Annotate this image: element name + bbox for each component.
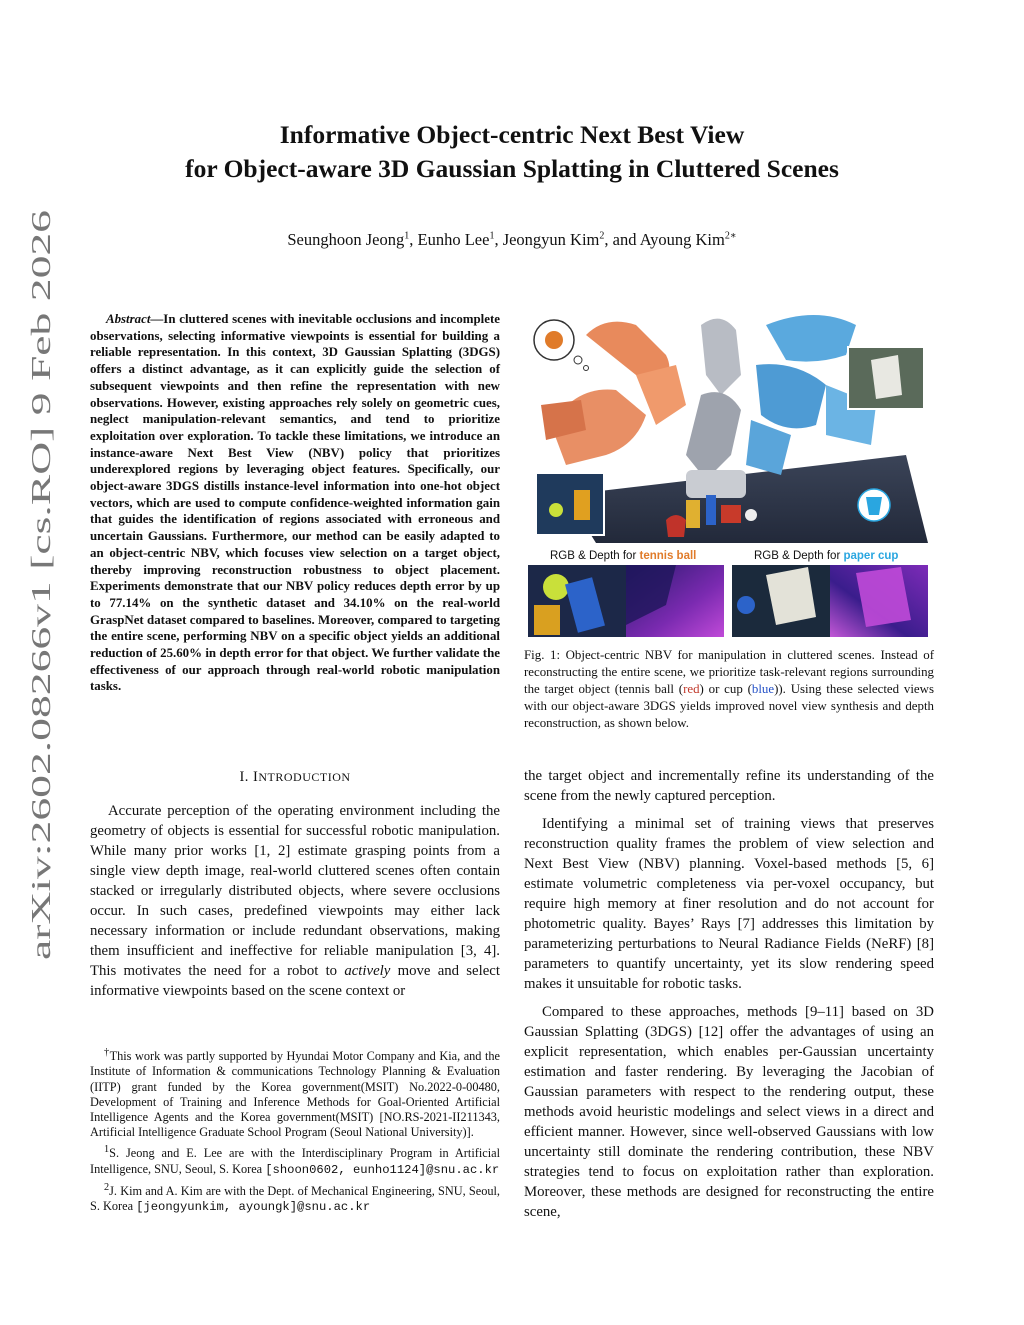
author-name: Eunho Lee (417, 230, 490, 249)
author-name: Seunghoon Jeong (287, 230, 405, 249)
section-number: I. (239, 769, 249, 785)
arxiv-stamp (8, 200, 68, 980)
section-title-first: I (253, 769, 259, 785)
footnotes (90, 1045, 500, 1217)
figure-1 (526, 305, 928, 638)
paragraph: Identifying a minimal set of training views that preserves reconstruction quality frames the problem of view selection and Next Best View (NBV) planning. Voxel-based methods [5, 6] estimate volumetric completeness via per-voxel occupancy, but require high memory at finer resolution and do not account for photometric quality. Bayes’ Rays [7] addresses this limitation by parameterizing perturbations to Neural Radiance Fields (NeRF) [8] parameters to quantify uncertainty, yet its slow rendering speed makes it unsuitable for robotic tasks. (524, 816, 934, 992)
arxiv-stamp-text: arXiv:2602.08266v1 [cs.RO] 9 Feb 2026 (26, 516, 56, 960)
abstract-dash: — (150, 312, 164, 326)
intro-text-end: move and select informative viewpoints based on the scene context or (90, 963, 500, 999)
title-line-1: Informative Object-centric Next Best View (279, 120, 745, 149)
cup-rgb-panel (732, 565, 830, 637)
intro-right-column (524, 766, 934, 1230)
caption-red: red (683, 681, 700, 696)
footnote-email: [jeongyunkim, ayoungk]@snu.ac.kr (136, 1200, 371, 1215)
author-name: Jeongyun Kim (502, 230, 600, 249)
footnote-text: This work was partly supported by Hyundai Motor Company and Kia, and the Institute of Information & communications Technology Planning & Evaluation (IITP) grant funded by the Korea government(MSIT) No.2022-0-00480, Development of Training and Inference Methods for Goal-Oriented Artificial Intelligence Agents and the Korea government(MSIT) [NO.RS-2021-II211343, Artificial Intelligence Graduate School Program (Seoul National University)]. (90, 1049, 500, 1140)
paragraph: Compared to these approaches, methods [9–11] based on 3D Gaussian Splatting (3DGS) [12] offer the advantages of using an explicit representation, which enables per-Gaussian uncertainty estimation and faster rendering. By leveraging the Jacobian of Gaussian parameters with respect to the rendering output, these methods avoid heuristic modelings and select views in a direct and efficient manner. However, since well-observed Gaussians with low uncertainty still dominate the rendering contribution, these NBV strategies tend to focus on exploitation rather than exploration. Moreover, these methods are designed for reconstructing the entire scene, (524, 1004, 934, 1220)
figure-caption (524, 647, 934, 732)
footnote-mark: † (104, 1047, 110, 1058)
footnote-email: [shoon0602, eunho1124]@snu.ac.kr (265, 1162, 500, 1177)
cup-depth-panel (830, 565, 928, 637)
author-affiliation: 2 (599, 230, 605, 242)
footnote-text: S. Jeong and E. Lee are with the Interdisciplinary Program in Artificial Intelligence, SNU, Seoul, S. Korea (90, 1146, 500, 1176)
caption-text: )). Using these selected views with our object-aware 3DGS yields improved novel view synthesis and depth reconstruction, as shown below. (524, 681, 934, 730)
caption-blue: blue (751, 681, 775, 696)
abstract (90, 311, 500, 695)
author-name: and Ayoung Kim (612, 230, 725, 249)
tennis-depth-panel (626, 565, 724, 637)
intro-paragraph (90, 801, 500, 1001)
paper-title (100, 118, 924, 186)
section-title-rest: NTRODUCTION (258, 770, 351, 784)
intro-text: Accurate perception of the operating environment including the geometry of objects is essential for successful robotic manipulation. While many prior works [1, 2] estimate grasping points from a single view depth image, real-world cluttered scenes often contain stacked or irregularly distributed objects, where severe occlusions occur. In such cases, predefined viewpoints may either lack necessary information or include redundant observations, making them insufficient and ineffective for reliable manipulation [3, 4]. This motivates the need for a robot to (90, 803, 500, 979)
paragraph: the target object and incrementally refine its understanding of the scene from the newly captured perception. (524, 768, 934, 804)
footnote-mark: 2 (104, 1181, 110, 1193)
intro-left-column (90, 801, 500, 1009)
intro-italic: actively (344, 963, 391, 979)
title-line-2: for Object-aware 3D Gaussian Splatting in Cluttered Scenes (185, 154, 839, 183)
footnote-funding (90, 1045, 500, 1140)
abstract-lead: Abstract (106, 312, 151, 326)
figure-label-left: RGB & Depth for tennis ball (550, 550, 697, 562)
footnote-affiliation-1 (90, 1142, 500, 1178)
caption-text: Object-centric NBV for manipulation in cluttered scenes. Instead of reconstructing the entire scene, we prioritize task-relevant regions surrounding the target object (tennis ball ( (524, 648, 934, 696)
footnote-mark: 1 (104, 1144, 110, 1156)
author-affiliation: 1 (489, 230, 495, 242)
abstract-text: In cluttered scenes with inevitable occlusions and incomplete observations, selecting informative viewpoints is essential for building a reliable representation. In this context, 3D Gaussian Splatting (3DGS) offers a distinct advantage, as it can explicitly guide the selection of subsequent viewpoints and then refine the representation with new observations. However, existing approaches rely solely on geometric cues, neglect manipulation-relevant semantics, and tend to prioritize exploitation over exploration. To tackle these limitations, we introduce an instance-aware Next Best View (NBV) policy that prioritizes underexplored regions by leveraging object features. Specifically, our object-aware 3DGS distills instance-level information into one-hot object vectors, which are used to compute confidence-weighted information gain that guides the identification of regions associated with erroneous and uncertain Gaussians. Furthermore, our method can be easily adapted to an object-centric NBV, which focuses view selection on a target object, thereby improving reconstruction robustness to object placement. Experiments demonstrate that our NBV policy reduces depth error by up to 77.14% on the synthetic dataset and 34.10% on the real-world GraspNet dataset compared to baselines. Moreover, compared to targeting the entire scene, performing NBV on a specific object yields an additional reduction of 25.60% in depth error for that object. We further validate the effectiveness of our approach through real-world robotic manipulation tasks. (90, 312, 500, 694)
caption-text: ) or cup ( (699, 681, 752, 696)
caption-label: Fig. 1: (524, 648, 561, 662)
red-mug (666, 515, 686, 537)
inset-tennis-photo (536, 473, 604, 535)
footnote-text: J. Kim and A. Kim are with the Dept. of Mechanical Engineering, SNU, Seoul, S. Korea (90, 1183, 500, 1214)
robot-scene-image (526, 305, 928, 543)
tennis-ball-icon (545, 331, 563, 349)
author-affiliation: 1 (404, 230, 410, 242)
section-heading (90, 769, 500, 786)
tennis-rgb-panel (528, 565, 626, 637)
author-list: Seunghoon Jeong$^1$, Eunho Lee$^1$, Jeongyun Kim$^2$, and Ayoung Kim$^{2∗}$ (287, 230, 737, 249)
figure-label-right: RGB & Depth for paper cup (754, 550, 899, 562)
footnote-affiliation-2 (90, 1180, 500, 1216)
author-affiliation: 2∗ (724, 230, 737, 242)
